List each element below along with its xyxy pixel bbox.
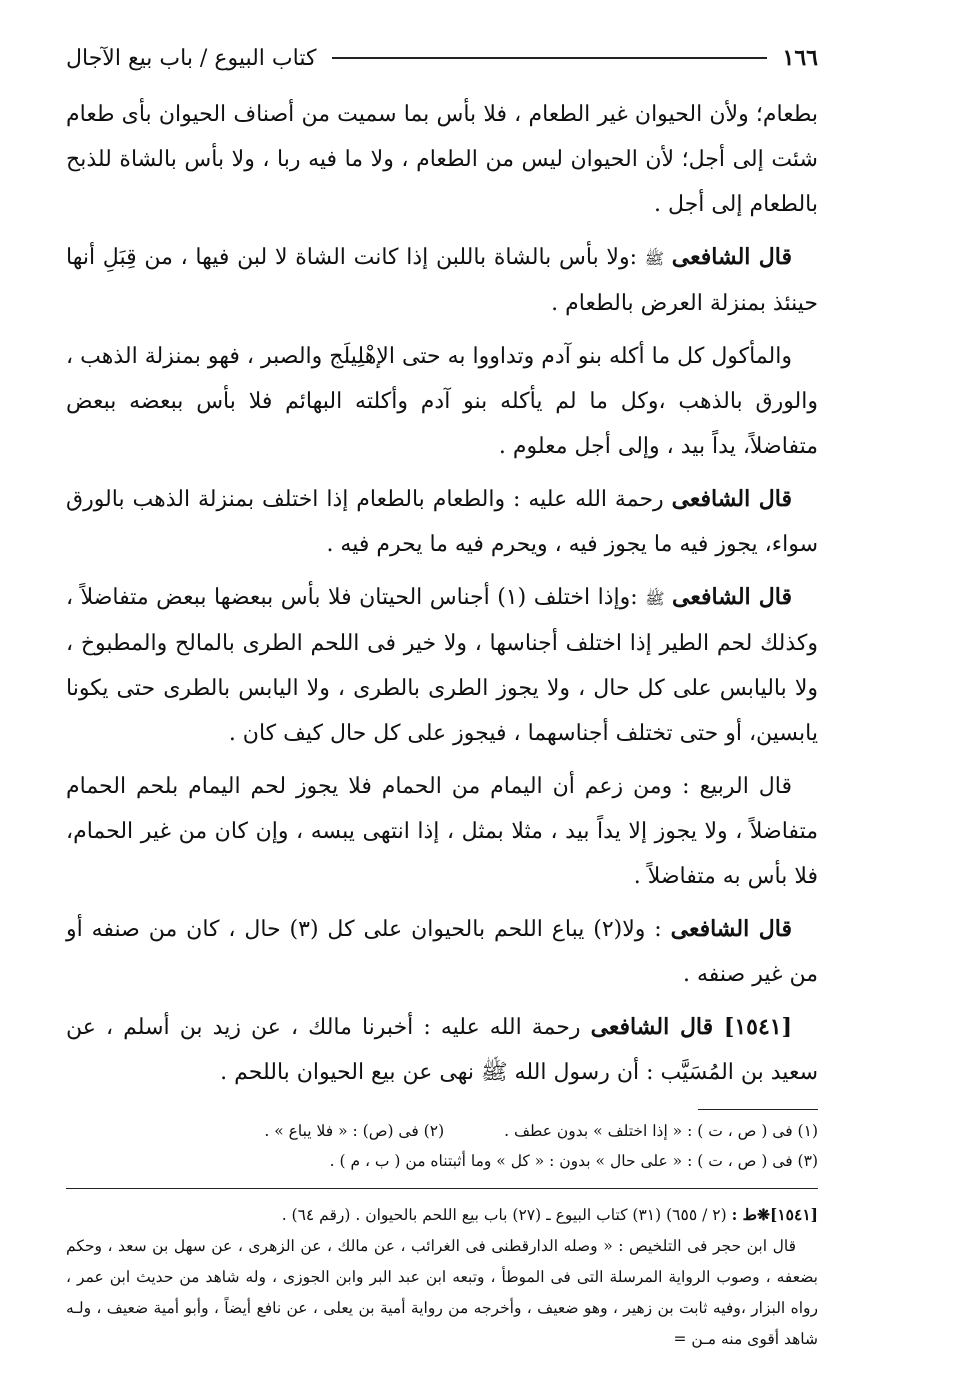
paragraph [66, 575, 818, 756]
paragraph [66, 477, 818, 567]
paragraph-text: : ولا(٢) يباع اللحم بالحيوان على كل (٣) حال ، كان من صنفه أو من غير صنفه . [66, 917, 818, 987]
speaker-label: قال الشافعى [671, 244, 793, 270]
footnote-divider [698, 1109, 818, 1110]
paragraph-text: رحمة الله عليه : والطعام بالطعام إذا اختلف بمنزلة الذهب بالورق سواء، يجوز فيه ما يجوز فيه ، ويحرم فيه ما يحرم فيه . [66, 487, 818, 557]
paragraph [66, 235, 818, 326]
book-page [66, 40, 818, 1355]
commentary-body: قال ابن حجر فى التلخيص : « وصله الدارقطنى فى الغرائب ، عن مالك ، عن الزهرى ، عن سهل بن سعد ، وحكم بضعفه ، وصوب الرواية المرسلة التى فى الموطأ ، وتبعه ابن عبد البر وابن الجوزى ، وله شاهد من حديث ابن عمر ، رواه البزار ،وفيه ثابت بن زهير ، وهو ضعيف ، وأخرجه من رواية أمية بن يعلى ، عن نافع أيضاً ، وأبو أمية ضعيف ، ولـه شاهد أقوى منه مـن = [66, 1237, 818, 1348]
speaker-label: [١٥٤١] قال الشافعى [590, 1014, 793, 1040]
header-rule [332, 57, 766, 59]
paragraph-text: قال الربيع : ومن زعم أن اليمام من الحمام فلا يجوز لحم اليمام بلحم الحمام متفاضلاً ، ولا يجوز إلا يداً بيد ، مثلا بمثل ، إذا انتهى يبسه ، وإن كان من غير الحمام، فلا بأس به متفاضلاً . [66, 774, 818, 889]
speaker-label: قال الشافعى [672, 584, 793, 610]
speaker-label: قال الشافعى [671, 486, 792, 512]
paragraph [66, 764, 818, 899]
paragraph [66, 334, 818, 469]
honorific-symbol: ﷺ [645, 589, 665, 608]
paragraph [66, 92, 818, 227]
commentary-divider [66, 1188, 818, 1189]
paragraph-text: :وإذا اختلف (١) أجناس الحيتان فلا بأس ببعضها ببعض متفاضلاً ، وكذلك لحم الطير إذا اختلف أجناسها ، ولا خير فى اللحم الطرى بالمالح والمطبوخ ، ولا باليابس على كل حال ، ولا يجوز الطرى بالطرى ، ولا اليابس بالطرى حتى يكونا يابسين، أو حتى تختلف أجناسهما ، فيجوز على كل حال كيف كان . [66, 585, 818, 746]
commentary-ref: (٢ / ٦٥٥) (٣١) كتاب البيوع ـ (٢٧) باب بيع اللحم بالحيوان . (رقم ٦٤) . [281, 1206, 727, 1224]
page-header [66, 40, 818, 76]
paragraph-text: :ولا بأس بالشاة باللبن إذا كانت الشاة لا لبن فيها ، من قِبَلِ أنها حينئذ بمنزلة العرض بالطعام . [66, 245, 818, 316]
footnote: (٣) فى ( ص ، ت ) : « على حال » بدون : « كل » وما أثبتناه من ( ب ، م ) . [329, 1152, 818, 1170]
speaker-label: قال الشافعى [670, 916, 792, 942]
paragraph-text: والمأكول كل ما أكله بنو آدم وتداووا به حتى الإهْلِيلَج والصبر ، فهو بمنزلة الذهب ، والورق بالذهب ،وكل ما لم يأكله بنو آدم وأكلته البهائم فلا بأس ببعضه ببعض متفاضلاً، يداً بيد ، وإلى أجل معلوم . [66, 344, 818, 459]
commentary-lead: [١٥٤١]❋ط : [731, 1205, 818, 1224]
honorific-symbol: ﷺ [644, 249, 665, 268]
commentary [66, 1199, 818, 1355]
paragraph-text: رحمة الله عليه : أخبرنا مالك ، عن زيد بن أسلم ، عن سعيد بن المُسَيَّب : أن رسول الله ﷺ نهى عن بيع الحيوان باللحم . [66, 1015, 818, 1085]
footnote: (١) فى ( ص ، ت ) : « إذا اختلف » بدون عطف . [504, 1122, 818, 1140]
body-text [66, 92, 818, 1095]
paragraph [66, 907, 818, 997]
paragraph [66, 1005, 818, 1095]
footnotes [66, 1116, 818, 1176]
commentary-reference [66, 1199, 818, 1231]
footnote-row [66, 1116, 818, 1146]
footnote: (٢) فى (ص) : « فلا يباع » . [264, 1122, 445, 1140]
paragraph-text: بطعام؛ ولأن الحيوان غير الطعام ، فلا بأس بما سميت من أصناف الحيوان بأى طعام شئت إلى أجل؛ لأن الحيوان ليس من الطعام ، ولا ما فيه ربا ، ولا بأس بالشاة للذبح بالطعام إلى أجل . [66, 102, 818, 217]
page-number: ١٦٦ [782, 45, 818, 71]
running-title: كتاب البيوع / باب بيع الآجال [66, 45, 317, 71]
